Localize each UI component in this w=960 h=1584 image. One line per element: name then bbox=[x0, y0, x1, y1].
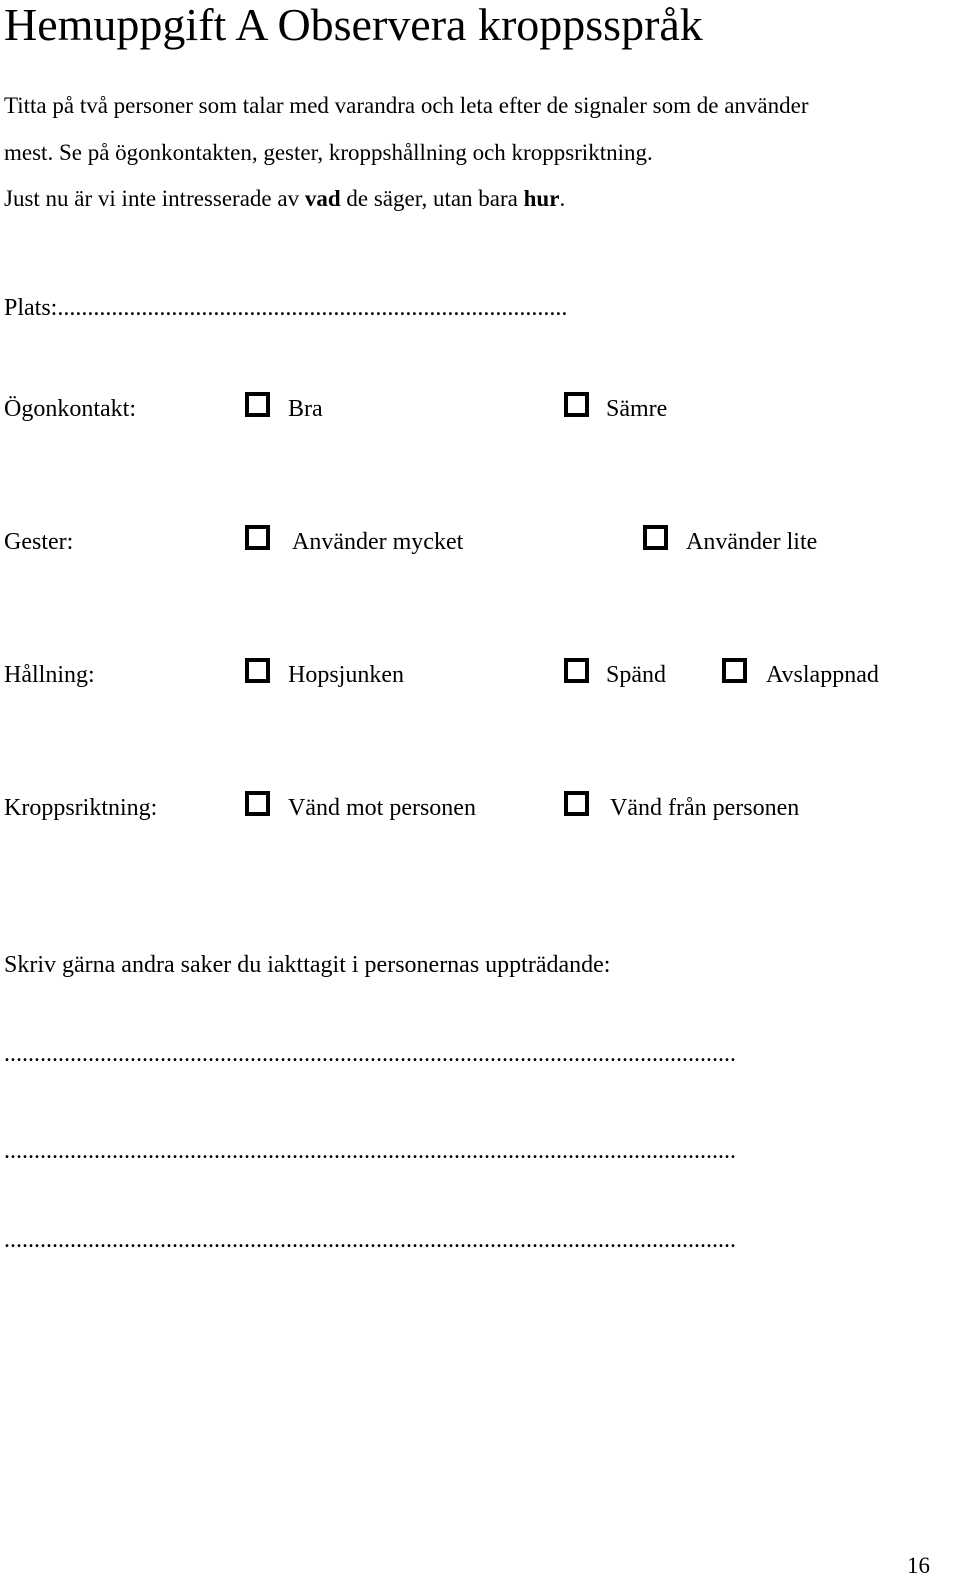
posture-relaxed-label: Avslappnad bbox=[766, 662, 879, 688]
notes-line-1[interactable]: .......................................................................................................................... bbox=[4, 1041, 736, 1067]
notes-line-2[interactable]: .......................................................................................................................... bbox=[4, 1138, 736, 1164]
intro-line-3 bbox=[4, 185, 565, 213]
intro-line-1: Titta på två personer som talar med varandra och leta efter de signaler som de använder bbox=[4, 93, 809, 118]
place-field[interactable] bbox=[4, 294, 567, 322]
page-title: Hemuppgift A Observera kroppsspråk bbox=[4, 0, 703, 50]
gestures-much-checkbox[interactable] bbox=[245, 525, 270, 550]
place-label: Plats: bbox=[4, 295, 58, 321]
posture-tense-checkbox[interactable] bbox=[564, 658, 589, 683]
eye-contact-good-checkbox[interactable] bbox=[245, 392, 270, 417]
body-direction-away-label: Vänd från personen bbox=[610, 795, 800, 821]
eye-contact-worse-checkbox[interactable] bbox=[564, 392, 589, 417]
posture-slumped-label: Hopsjunken bbox=[288, 662, 404, 688]
notes-line-3[interactable]: .......................................................................................................................... bbox=[4, 1227, 736, 1253]
page-number: 16 bbox=[907, 1553, 930, 1578]
posture-tense-label: Spänd bbox=[606, 662, 666, 688]
notes-prompt: Skriv gärna andra saker du iakttagit i personernas uppträdande: bbox=[4, 952, 611, 978]
intro-emphasis-hur: hur bbox=[523, 186, 560, 211]
eye-contact-good-label: Bra bbox=[288, 396, 323, 422]
body-direction-label: Kroppsriktning: bbox=[4, 795, 158, 821]
body-direction-away-checkbox[interactable] bbox=[564, 791, 589, 816]
intro-line-3-text-c: . bbox=[559, 186, 566, 211]
body-direction-toward-checkbox[interactable] bbox=[245, 791, 270, 816]
posture-label: Hållning: bbox=[4, 662, 95, 688]
eye-contact-label: Ögonkontakt: bbox=[4, 396, 136, 422]
intro-line-3-text-a: Just nu är vi inte intresserade av bbox=[4, 186, 305, 211]
gestures-little-label: Använder lite bbox=[686, 529, 818, 555]
posture-slumped-checkbox[interactable] bbox=[245, 658, 270, 683]
intro-line-3-text-b: de säger, utan bara bbox=[340, 186, 524, 211]
intro-line-2: mest. Se på ögonkontakten, gester, kroppshållning och kroppsriktning. bbox=[4, 140, 653, 165]
intro-emphasis-vad: vad bbox=[304, 186, 341, 211]
gestures-much-label: Använder mycket bbox=[292, 529, 464, 555]
eye-contact-worse-label: Sämre bbox=[606, 396, 668, 422]
gestures-little-checkbox[interactable] bbox=[643, 525, 668, 550]
posture-relaxed-checkbox[interactable] bbox=[722, 658, 747, 683]
gestures-label: Gester: bbox=[4, 529, 74, 555]
body-direction-toward-label: Vänd mot personen bbox=[288, 795, 476, 821]
place-dots: ..................................................................................... bbox=[57, 295, 568, 321]
